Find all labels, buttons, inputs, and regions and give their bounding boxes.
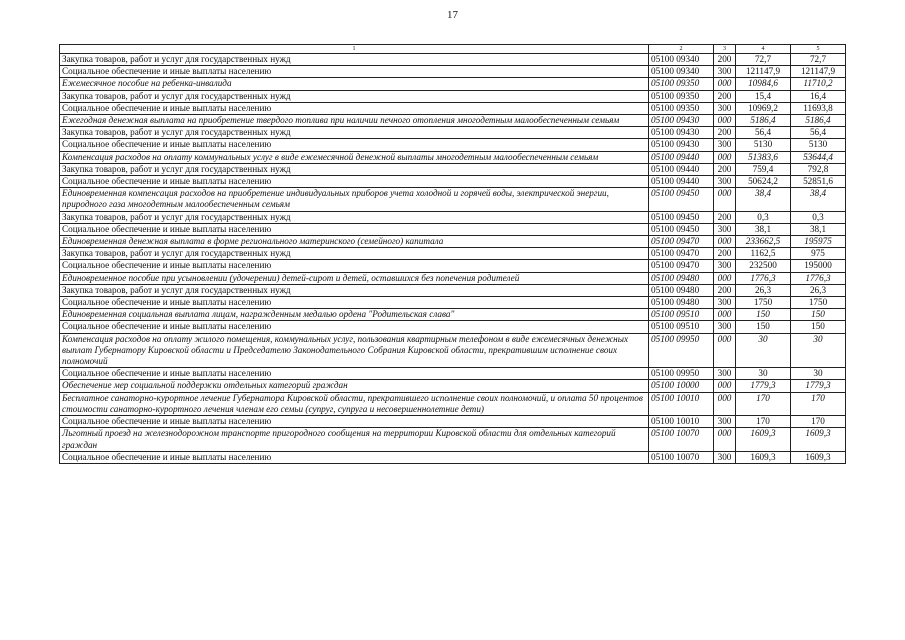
- page-number: 17: [447, 9, 458, 21]
- table-row: [60, 368, 846, 380]
- expense-type-cell: 300: [714, 321, 736, 333]
- amount-year-2-cell: 30: [791, 333, 846, 368]
- expense-type-cell: 200: [714, 211, 736, 223]
- budget-code-cell: 05100 10010: [649, 392, 714, 415]
- budget-code-cell: 05100 09510: [649, 309, 714, 321]
- row-name-cell: Социальное обеспечение и иные выплаты населению: [60, 139, 649, 151]
- table-row: [60, 188, 846, 211]
- row-name-cell: Единовременная компенсация расходов на приобретение индивидуальных приборов учета холодной и горячей воды, электрической энергии, природного газа многодетным малообеспеченным семьям: [60, 188, 649, 211]
- table-row: [60, 297, 846, 309]
- amount-year-2-cell: 170: [791, 416, 846, 428]
- amount-year-1-cell: 56,4: [736, 127, 791, 139]
- row-name-cell: Компенсация расходов на оплату коммунальных услуг в виде ежемесячной денежной выплаты многодетным малообеспеченным семьям: [60, 151, 649, 163]
- budget-code-cell: 05100 09340: [649, 66, 714, 78]
- budget-code-cell: 05100 09350: [649, 78, 714, 90]
- expense-type-cell: 200: [714, 54, 736, 66]
- amount-year-2-cell: 150: [791, 321, 846, 333]
- column-number-2: 2: [649, 45, 714, 54]
- amount-year-1-cell: 51383,6: [736, 151, 791, 163]
- row-name-cell: Социальное обеспечение и иные выплаты населению: [60, 368, 649, 380]
- amount-year-1-cell: 1162,5: [736, 248, 791, 260]
- row-name-cell: Социальное обеспечение и иные выплаты населению: [60, 297, 649, 309]
- table-row: [60, 309, 846, 321]
- row-name-cell: Социальное обеспечение и иные выплаты населению: [60, 223, 649, 235]
- amount-year-2-cell: 30: [791, 368, 846, 380]
- table-row: [60, 451, 846, 463]
- column-number-3: 3: [714, 45, 736, 54]
- amount-year-1-cell: 1750: [736, 297, 791, 309]
- table-row: [60, 321, 846, 333]
- amount-year-1-cell: 15,4: [736, 90, 791, 102]
- amount-year-2-cell: 150: [791, 309, 846, 321]
- budget-code-cell: 05100 09450: [649, 211, 714, 223]
- amount-year-1-cell: 1776,3: [736, 272, 791, 284]
- amount-year-1-cell: 10969,2: [736, 102, 791, 114]
- row-name-cell: Компенсация расходов на оплату жилого помещения, коммунальных услуг, пользования квартирным телефоном в виде ежемесячных денежных выплат Губернатору Кировской области и Председателю Законодательного Собрания Кировской области, прекратившим исполнение своих полномочий: [60, 333, 649, 368]
- amount-year-2-cell: 38,1: [791, 223, 846, 235]
- row-name-cell: Ежегодная денежная выплата на приобретение твердого топлива при наличии печного отопления многодетным малообеспеченным семьям: [60, 115, 649, 127]
- amount-year-2-cell: 170: [791, 392, 846, 415]
- amount-year-1-cell: 10984,6: [736, 78, 791, 90]
- expense-type-cell: 000: [714, 115, 736, 127]
- expense-type-cell: 300: [714, 451, 736, 463]
- expense-type-cell: 300: [714, 223, 736, 235]
- column-number-4: 4: [736, 45, 791, 54]
- table-row: [60, 236, 846, 248]
- table-row: [60, 127, 846, 139]
- row-name-cell: Закупка товаров, работ и услуг для государственных нужд: [60, 163, 649, 175]
- table-row: [60, 380, 846, 392]
- row-name-cell: Социальное обеспечение и иные выплаты населению: [60, 321, 649, 333]
- expense-type-cell: 300: [714, 139, 736, 151]
- budget-code-cell: 05100 10070: [649, 451, 714, 463]
- table-row: [60, 66, 846, 78]
- row-name-cell: Закупка товаров, работ и услуг для государственных нужд: [60, 211, 649, 223]
- row-name-cell: Ежемесячное пособие на ребенка-инвалида: [60, 78, 649, 90]
- budget-code-cell: 05100 09480: [649, 297, 714, 309]
- row-name-cell: Социальное обеспечение и иные выплаты населению: [60, 176, 649, 188]
- amount-year-1-cell: 38,1: [736, 223, 791, 235]
- amount-year-1-cell: 232500: [736, 260, 791, 272]
- amount-year-2-cell: 1750: [791, 297, 846, 309]
- budget-code-cell: 05100 09350: [649, 90, 714, 102]
- amount-year-1-cell: 1779,3: [736, 380, 791, 392]
- amount-year-2-cell: 5130: [791, 139, 846, 151]
- budget-code-cell: 05100 09510: [649, 321, 714, 333]
- table-row: [60, 392, 846, 415]
- amount-year-1-cell: 5186,4: [736, 115, 791, 127]
- amount-year-1-cell: 150: [736, 321, 791, 333]
- expense-type-cell: 300: [714, 66, 736, 78]
- amount-year-1-cell: 30: [736, 333, 791, 368]
- amount-year-1-cell: 38,4: [736, 188, 791, 211]
- amount-year-1-cell: 0,3: [736, 211, 791, 223]
- budget-code-cell: 05100 09450: [649, 188, 714, 211]
- expense-type-cell: 000: [714, 78, 736, 90]
- amount-year-1-cell: 26,3: [736, 284, 791, 296]
- amount-year-2-cell: 792,8: [791, 163, 846, 175]
- table-row: [60, 102, 846, 114]
- row-name-cell: Единовременная денежная выплата в форме регионального материнского (семейного) капитала: [60, 236, 649, 248]
- table-row: [60, 333, 846, 368]
- amount-year-2-cell: 121147,9: [791, 66, 846, 78]
- row-name-cell: Социальное обеспечение и иные выплаты населению: [60, 102, 649, 114]
- budget-code-cell: 05100 09350: [649, 102, 714, 114]
- table-row: [60, 115, 846, 127]
- table-row: [60, 211, 846, 223]
- budget-code-cell: 05100 09440: [649, 176, 714, 188]
- amount-year-2-cell: 11710,2: [791, 78, 846, 90]
- amount-year-1-cell: 1609,3: [736, 451, 791, 463]
- row-name-cell: Льготный проезд на железнодорожном транспорте пригородного сообщения на территории Кировской области для отдельных категорий граждан: [60, 428, 649, 451]
- budget-code-cell: 05100 09430: [649, 127, 714, 139]
- column-number-5: 5: [791, 45, 846, 54]
- amount-year-2-cell: 0,3: [791, 211, 846, 223]
- table-row: [60, 139, 846, 151]
- column-number-1: 1: [60, 45, 649, 54]
- amount-year-2-cell: 11693,8: [791, 102, 846, 114]
- row-name-cell: Закупка товаров, работ и услуг для государственных нужд: [60, 127, 649, 139]
- amount-year-2-cell: 1779,3: [791, 380, 846, 392]
- budget-code-cell: 05100 09430: [649, 115, 714, 127]
- amount-year-2-cell: 26,3: [791, 284, 846, 296]
- budget-code-cell: 05100 09470: [649, 236, 714, 248]
- table-row: [60, 284, 846, 296]
- amount-year-1-cell: 50624,2: [736, 176, 791, 188]
- expense-type-cell: 200: [714, 163, 736, 175]
- budget-code-cell: 05100 10000: [649, 380, 714, 392]
- amount-year-1-cell: 233662,5: [736, 236, 791, 248]
- row-name-cell: Закупка товаров, работ и услуг для государственных нужд: [60, 284, 649, 296]
- table-header-row: [60, 45, 846, 54]
- amount-year-1-cell: 72,7: [736, 54, 791, 66]
- amount-year-2-cell: 52851,6: [791, 176, 846, 188]
- table-row: [60, 78, 846, 90]
- table-row: [60, 90, 846, 102]
- table-row: [60, 248, 846, 260]
- expense-type-cell: 200: [714, 90, 736, 102]
- amount-year-2-cell: 38,4: [791, 188, 846, 211]
- expense-type-cell: 200: [714, 127, 736, 139]
- row-name-cell: Бесплатное санаторно-курортное лечение Губернатора Кировской области, прекратившего исполнение своих полномочий, и оплата 50 процентов стоимости санаторно-курортного лечения членам его семьи (супруг, супруга и несовершеннолетние дети): [60, 392, 649, 415]
- budget-code-cell: 05100 10010: [649, 416, 714, 428]
- amount-year-2-cell: 195000: [791, 260, 846, 272]
- table-row: [60, 416, 846, 428]
- amount-year-2-cell: 1609,3: [791, 451, 846, 463]
- amount-year-2-cell: 53644,4: [791, 151, 846, 163]
- amount-year-2-cell: 975: [791, 248, 846, 260]
- row-name-cell: Единовременное пособие при усыновлении (удочерении) детей-сирот и детей, оставшихся без попечения родителей: [60, 272, 649, 284]
- table-row: [60, 428, 846, 451]
- row-name-cell: Закупка товаров, работ и услуг для государственных нужд: [60, 248, 649, 260]
- budget-code-cell: 05100 09340: [649, 54, 714, 66]
- amount-year-2-cell: 16,4: [791, 90, 846, 102]
- amount-year-1-cell: 170: [736, 392, 791, 415]
- expense-type-cell: 000: [714, 188, 736, 211]
- expense-type-cell: 300: [714, 102, 736, 114]
- row-name-cell: Социальное обеспечение и иные выплаты населению: [60, 451, 649, 463]
- budget-code-cell: 05100 09450: [649, 223, 714, 235]
- budget-code-cell: 05100 09480: [649, 272, 714, 284]
- row-name-cell: Социальное обеспечение и иные выплаты населению: [60, 260, 649, 272]
- expense-type-cell: 300: [714, 176, 736, 188]
- amount-year-2-cell: 1776,3: [791, 272, 846, 284]
- table-row: [60, 176, 846, 188]
- budget-code-cell: 05100 09470: [649, 248, 714, 260]
- amount-year-1-cell: 150: [736, 309, 791, 321]
- amount-year-1-cell: 759,4: [736, 163, 791, 175]
- table-row: [60, 223, 846, 235]
- expense-type-cell: 000: [714, 333, 736, 368]
- budget-code-cell: 05100 10070: [649, 428, 714, 451]
- budget-code-cell: 05100 09950: [649, 368, 714, 380]
- amount-year-1-cell: 5130: [736, 139, 791, 151]
- table-row: [60, 151, 846, 163]
- expense-type-cell: 300: [714, 297, 736, 309]
- expense-type-cell: 000: [714, 151, 736, 163]
- amount-year-1-cell: 1609,3: [736, 428, 791, 451]
- expense-type-cell: 300: [714, 368, 736, 380]
- table-row: [60, 260, 846, 272]
- expense-type-cell: 300: [714, 260, 736, 272]
- row-name-cell: Социальное обеспечение и иные выплаты населению: [60, 416, 649, 428]
- budget-code-cell: 05100 09470: [649, 260, 714, 272]
- expense-type-cell: 000: [714, 236, 736, 248]
- row-name-cell: Обеспечение мер социальной поддержки отдельных категорий граждан: [60, 380, 649, 392]
- amount-year-2-cell: 72,7: [791, 54, 846, 66]
- amount-year-1-cell: 170: [736, 416, 791, 428]
- row-name-cell: Социальное обеспечение и иные выплаты населению: [60, 66, 649, 78]
- expense-type-cell: 000: [714, 428, 736, 451]
- budget-code-cell: 05100 09430: [649, 139, 714, 151]
- expense-type-cell: 000: [714, 309, 736, 321]
- budget-code-cell: 05100 09950: [649, 333, 714, 368]
- expense-type-cell: 000: [714, 272, 736, 284]
- budget-code-cell: 05100 09440: [649, 163, 714, 175]
- amount-year-2-cell: 56,4: [791, 127, 846, 139]
- amount-year-2-cell: 5186,4: [791, 115, 846, 127]
- row-name-cell: Единовременная социальная выплата лицам, награжденным медалью ордена "Родительская слава": [60, 309, 649, 321]
- expense-type-cell: 200: [714, 248, 736, 260]
- row-name-cell: Закупка товаров, работ и услуг для государственных нужд: [60, 90, 649, 102]
- table-row: [60, 272, 846, 284]
- expense-type-cell: 000: [714, 392, 736, 415]
- table-row: [60, 163, 846, 175]
- expense-type-cell: 000: [714, 380, 736, 392]
- amount-year-1-cell: 30: [736, 368, 791, 380]
- budget-table: [59, 44, 846, 464]
- row-name-cell: Закупка товаров, работ и услуг для государственных нужд: [60, 54, 649, 66]
- amount-year-2-cell: 195975: [791, 236, 846, 248]
- expense-type-cell: 200: [714, 284, 736, 296]
- budget-code-cell: 05100 09440: [649, 151, 714, 163]
- expense-type-cell: 300: [714, 416, 736, 428]
- amount-year-2-cell: 1609,3: [791, 428, 846, 451]
- budget-code-cell: 05100 09480: [649, 284, 714, 296]
- amount-year-1-cell: 121147,9: [736, 66, 791, 78]
- table-row: [60, 54, 846, 66]
